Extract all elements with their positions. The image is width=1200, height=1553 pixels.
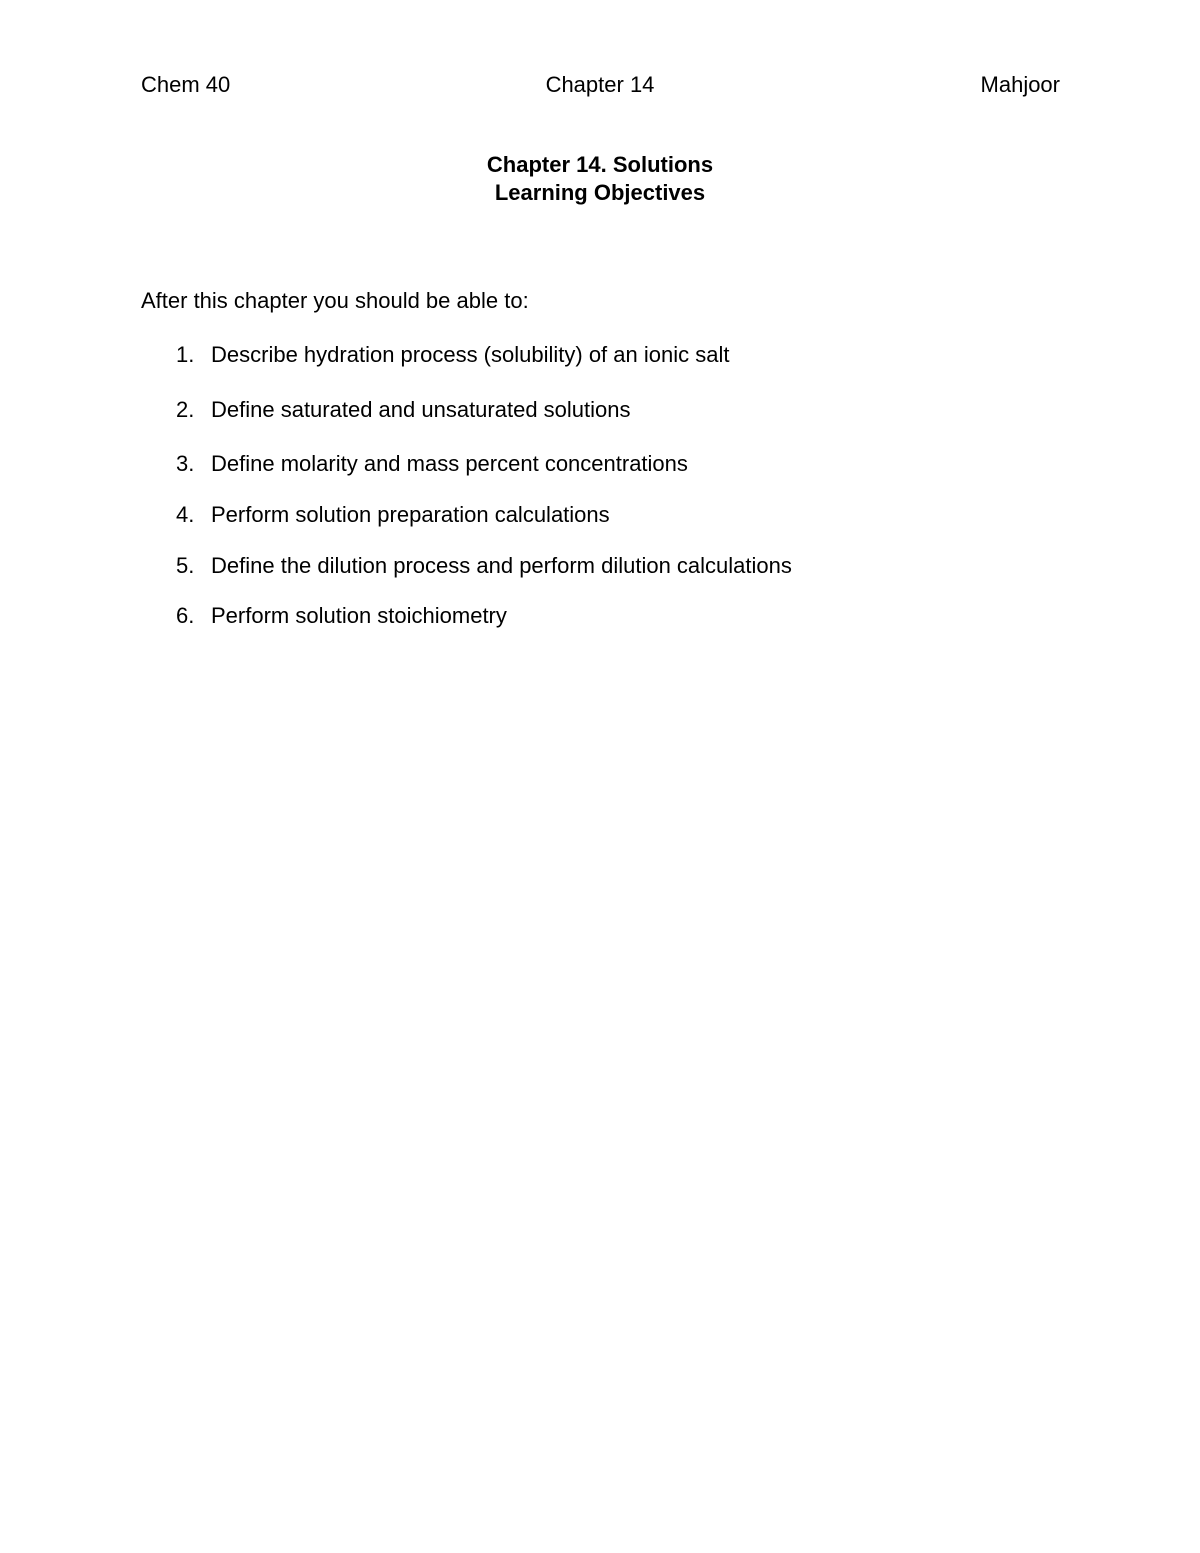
list-item-text: Perform solution stoichiometry <box>211 603 507 628</box>
list-item-text: Define the dilution process and perform dilution calculations <box>211 553 792 578</box>
title-line-2: Learning Objectives <box>494 180 706 205</box>
list-item-number: 6. <box>176 603 195 628</box>
list-item-number: 5. <box>176 553 195 578</box>
intro-text: After this chapter you should be able to: <box>141 288 529 313</box>
list-item-text: Describe hydration process (solubility) of an ionic salt <box>211 342 730 367</box>
header-course: Chem 40 <box>141 72 231 97</box>
list-item-text: Define molarity and mass percent concentrations <box>211 451 688 476</box>
list-item-number: 2. <box>176 397 195 422</box>
list-item-text: Perform solution preparation calculations <box>211 502 610 527</box>
title-line-1: Chapter 14. Solutions <box>486 152 714 177</box>
list-item-number: 3. <box>176 451 195 476</box>
header-chapter: Chapter 14 <box>545 72 655 97</box>
list-item-text: Define saturated and unsaturated solutions <box>211 397 631 422</box>
list-item-number: 4. <box>176 502 195 527</box>
header-author: Mahjoor <box>980 72 1060 97</box>
page-title <box>0 151 1200 207</box>
list-item-number: 1. <box>176 342 195 367</box>
